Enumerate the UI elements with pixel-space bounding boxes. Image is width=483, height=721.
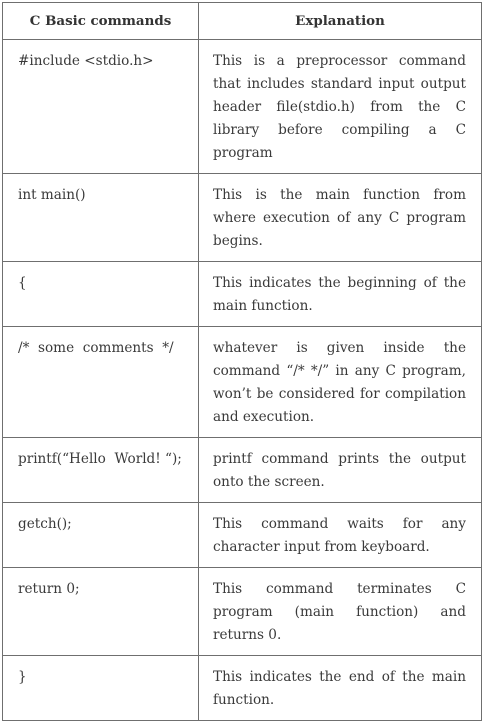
c-commands-table <box>2 2 482 721</box>
explanation-cell: This indicates the beginning of the main function. <box>199 262 482 327</box>
explanation-cell: This indicates the end of the main function. <box>199 656 482 721</box>
command-cell: /* some comments */ <box>3 327 199 438</box>
command-cell: #include <stdio.h> <box>3 40 199 174</box>
header-explanation: Explanation <box>199 3 482 40</box>
command-cell: printf(“Hello World! “); <box>3 438 199 503</box>
command-cell: int main() <box>3 174 199 262</box>
explanation-cell: This command terminates C program (main function) and returns 0. <box>199 568 482 656</box>
explanation-cell: This is a preprocessor command that includes standard input output header file(stdio.h) from the C library before compiling a C program <box>199 40 482 174</box>
table-row <box>3 327 482 438</box>
explanation-cell: whatever is given inside the command “/* */” in any C program, won’t be considered for compilation and execution. <box>199 327 482 438</box>
table-row <box>3 40 482 174</box>
command-cell: return 0; <box>3 568 199 656</box>
table-row <box>3 568 482 656</box>
table-row <box>3 262 482 327</box>
table-row <box>3 438 482 503</box>
command-cell: { <box>3 262 199 327</box>
table-header-row <box>3 3 482 40</box>
command-cell: } <box>3 656 199 721</box>
explanation-cell: printf command prints the output onto the screen. <box>199 438 482 503</box>
table-row <box>3 656 482 721</box>
table-row <box>3 174 482 262</box>
explanation-cell: This is the main function from where execution of any C program begins. <box>199 174 482 262</box>
explanation-cell: This command waits for any character input from keyboard. <box>199 503 482 568</box>
table-row <box>3 503 482 568</box>
header-commands: C Basic commands <box>3 3 199 40</box>
command-cell: getch(); <box>3 503 199 568</box>
